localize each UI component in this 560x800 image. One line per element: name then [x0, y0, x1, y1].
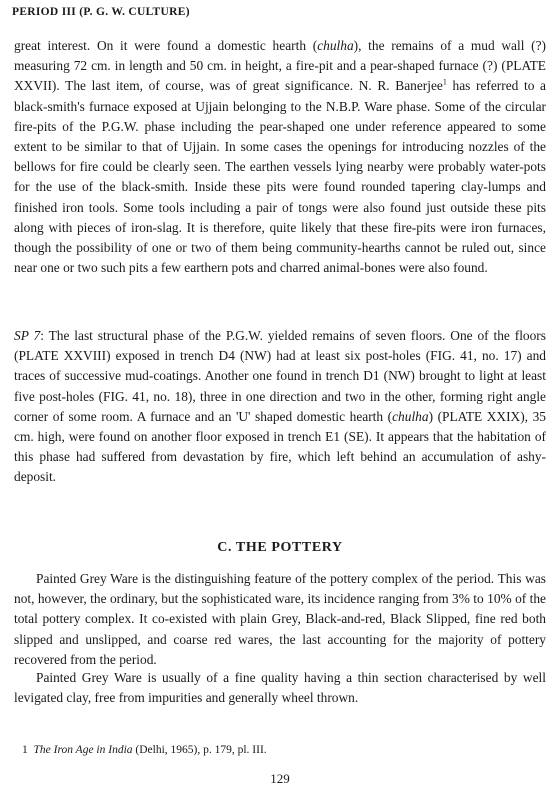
text-run: : The last structural phase of the P.G.W. yielded remains of seven floors. One of the floors (PLATE XXVIII) exposed in trench D4 (NW) had at least six post-holes (FIG. 41, no. 17) and traces of successive mud-coatings. Another one found in trench D1 (NW) brought to light at least five post-holes (FIG. 41, no. 18), three in one direction and two in the other, forming right angle corner of some room. A furnace and an 'U' shaped domestic hearth (	[14, 328, 546, 424]
text-run: has referred to a black-smith's furnace exposed at Ujjain belonging to the N.B.P. Ware phase. Some of the circular fire-pits of the P.G.W. phase including the pear-shaped one under reference appeared to some extent to be similar to that of Ujjain. In some cases the openings for introducing nozzles of the bellows for fire could be clearly seen. The earthen vessels lying nearby were probably water-pots for the use of the black-smith. Inside these pits were found rounded tapering clay-lumps and finished iron tools. Some tools including a pair of tongs were also found just outside these pits along with pieces of iron-slag. It is therefore, quite likely that these fire-pits were iron furnaces, though the possibility of one or two of them being community-hearths cannot be ruled out, since near one or two such pits a few earthern pots and charred animal-bones were also found.	[14, 78, 546, 276]
paragraph-pottery-quality: Painted Grey Ware is usually of a fine quality having a thin section characterised by well levigated clay, free from impurities and generally wheel thrown.	[14, 670, 546, 706]
italic-term: chulha	[392, 408, 429, 424]
structural-phase-label: SP 7	[14, 328, 41, 343]
section-heading: C. THE POTTERY	[217, 540, 343, 555]
italic-term: chulha	[317, 38, 354, 53]
footnote-title: The Iron Age in India	[33, 744, 133, 756]
paragraph-sp7	[14, 326, 546, 488]
paragraph-pottery-intro: Painted Grey Ware is the distinguishing feature of the pottery complex of the period. This was not, however, the ordinary, but the sophisticated ware, its incidence ranging from 3% to 10% of the total pottery complex. It co-existed with plain Grey, Black-and-red, Black Slipped, fine red both slipped and unslipped, and coarse red wares, the last accounting for the majority of pottery recovered from the period.	[14, 571, 546, 667]
footnote	[22, 744, 267, 756]
footnote-citation: (Delhi, 1965), p. 179, pl. III.	[132, 744, 267, 756]
paragraph-hearth-furnace	[14, 36, 546, 278]
text-run: great interest. On it were found a domestic hearth (	[14, 38, 318, 53]
text-run: ) (PLATE XXIX), 35 cm. high, were found on another floor exposed in trench E1 (SE). It appears that the habitation of this phase had suffered from devastation by fire, which left behind an accumulation of ashy-deposit.	[14, 408, 546, 485]
text-run: ), the remains of a mud wall (?) measuring 72 cm. in length and 50 cm. in height, a fire-pit and a pear-shaped furnace (?) (PLATE XXVII). The last item, of course, was of great significance. N. R. Banerjee	[14, 38, 547, 94]
footnote-number: 1	[22, 744, 28, 756]
page-number: 129	[270, 771, 290, 786]
footnote-marker[interactable]: 1	[442, 77, 447, 87]
running-head: PERIOD III (P. G. W. CULTURE)	[12, 6, 190, 18]
